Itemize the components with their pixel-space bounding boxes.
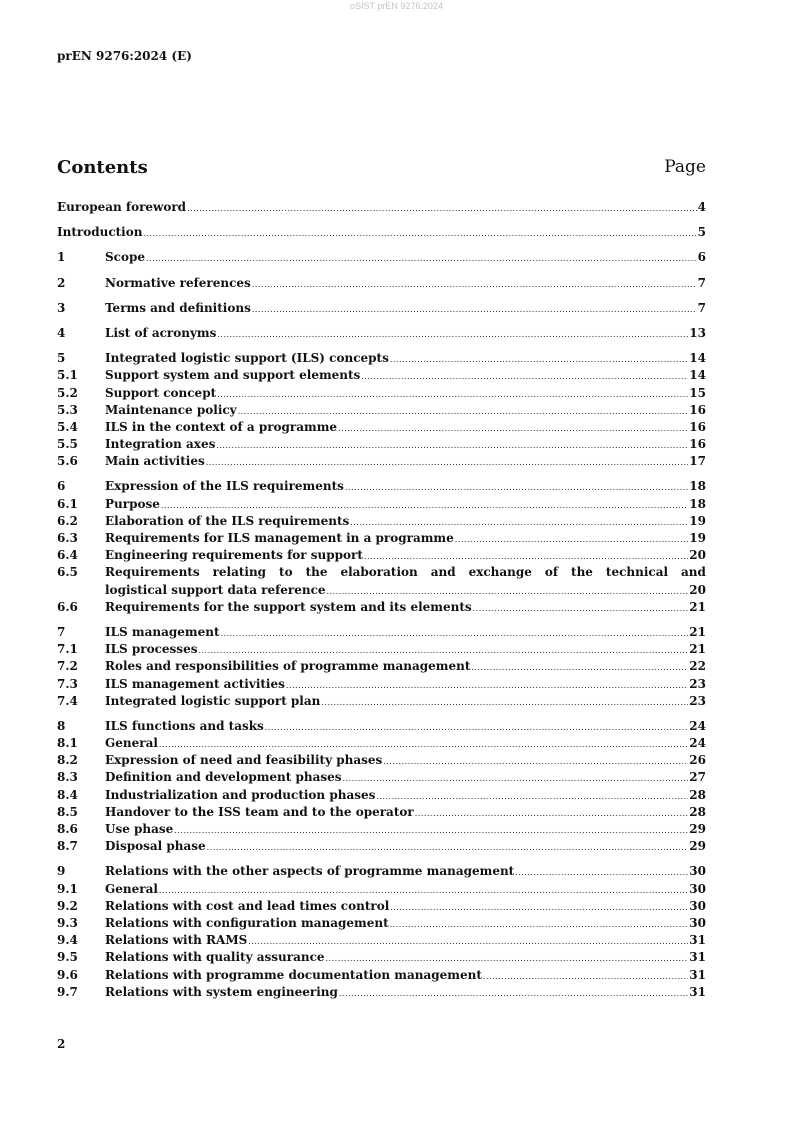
toc-entry-title: Relations with the other aspects of programme management bbox=[105, 864, 515, 879]
toc-entry-title: ILS processes bbox=[105, 642, 198, 657]
toc-entry-page: 18 bbox=[689, 479, 706, 494]
toc-entry[interactable] bbox=[57, 753, 706, 770]
toc-entry-title: Requirements for ILS management in a programme bbox=[105, 531, 454, 545]
toc-entry[interactable] bbox=[57, 839, 706, 856]
dot-leader bbox=[252, 280, 697, 289]
toc-entry-page: 28 bbox=[689, 787, 706, 802]
toc-entry-page: 26 bbox=[689, 753, 706, 768]
toc-entry-number: 6.6 bbox=[57, 599, 78, 614]
dot-leader bbox=[415, 809, 689, 818]
dot-leader bbox=[221, 629, 689, 638]
toc-entry-page: 28 bbox=[689, 804, 706, 819]
toc-entry-page: 27 bbox=[689, 770, 706, 785]
toc-entry-number: 6.1 bbox=[57, 496, 78, 511]
toc-entry-page: 17 bbox=[689, 454, 706, 469]
dot-leader bbox=[361, 372, 688, 381]
toc-entry-number: 7.1 bbox=[57, 642, 78, 657]
toc-entry-number: 3 bbox=[57, 300, 66, 315]
dot-leader bbox=[217, 330, 688, 339]
watermark: oSIST prEN 9276:2024 bbox=[350, 1, 443, 11]
toc-entry-number: 8.5 bbox=[57, 804, 78, 819]
document-id: prEN 9276:2024 (E) bbox=[57, 49, 192, 63]
toc-entry-number: 9.2 bbox=[57, 898, 78, 913]
toc-entry-page: 31 bbox=[689, 933, 706, 948]
dot-leader bbox=[455, 535, 689, 544]
toc-entry[interactable] bbox=[57, 531, 706, 548]
toc-entry[interactable] bbox=[57, 968, 706, 985]
toc-entry-page: 30 bbox=[689, 881, 706, 896]
toc-entry-page: 16 bbox=[689, 402, 706, 417]
toc-entry[interactable] bbox=[57, 351, 706, 368]
toc-entry-title: Requirements for the support system and its elements bbox=[105, 599, 472, 614]
toc-entry-number: 2 bbox=[57, 275, 66, 290]
dot-leader bbox=[326, 954, 689, 963]
toc-entry-title: Integrated logistic support (ILS) concepts bbox=[105, 351, 389, 366]
toc-entry-page: 30 bbox=[689, 864, 706, 879]
toc-entry-number: 6.3 bbox=[57, 531, 78, 545]
page-number: 2 bbox=[57, 1037, 66, 1051]
dot-leader bbox=[383, 757, 688, 766]
toc-entry-title: Support concept bbox=[105, 385, 217, 400]
toc-entry-title-word: the bbox=[571, 565, 593, 580]
toc-entry-title: Definition and development phases bbox=[105, 770, 342, 785]
toc-entry-page: 23 bbox=[689, 676, 706, 691]
toc-entry-number: 6.4 bbox=[57, 548, 78, 563]
toc-entry[interactable] bbox=[57, 864, 706, 881]
toc-entry-title: Relations with system engineering bbox=[105, 984, 338, 999]
toc-entry-title: Relations with configuration management bbox=[105, 915, 389, 930]
toc-entry[interactable] bbox=[57, 250, 706, 267]
toc-entry-title: List of acronyms bbox=[105, 325, 217, 340]
toc-entry-page: 24 bbox=[689, 718, 706, 733]
toc-entry[interactable] bbox=[57, 225, 706, 242]
toc-entry-number: 7.2 bbox=[57, 659, 78, 674]
toc-entry-page: 30 bbox=[689, 915, 706, 930]
toc-entry-title: Relations with RAMS bbox=[105, 933, 248, 948]
toc-entry-page: 31 bbox=[689, 967, 706, 982]
toc-entry-title: Relations with quality assurance bbox=[105, 950, 325, 965]
toc-entry-title: Integration axes bbox=[105, 437, 216, 452]
toc-entry-number: 8.3 bbox=[57, 770, 78, 785]
toc-entry-title: Expression of need and feasibility phases bbox=[105, 753, 383, 768]
toc-entry-title: Terms and definitions bbox=[105, 300, 251, 315]
toc-entry-title-word: Requirements bbox=[105, 565, 200, 580]
dot-leader bbox=[515, 868, 688, 877]
toc-entry-title: Expression of the ILS requirements bbox=[105, 479, 344, 494]
toc-entry-title-word: to bbox=[279, 565, 293, 580]
toc-entry[interactable] bbox=[57, 916, 706, 933]
toc-entry-title: European foreword bbox=[57, 200, 187, 214]
toc-entry-page: 31 bbox=[689, 950, 706, 965]
toc-entry-number: 6.2 bbox=[57, 513, 78, 528]
toc-entry-title: Main activities bbox=[105, 454, 205, 469]
toc-entry[interactable] bbox=[57, 368, 706, 385]
dot-leader bbox=[174, 826, 688, 835]
toc-entry-number: 1 bbox=[57, 250, 66, 265]
toc-entry-title-word: elaboration bbox=[340, 565, 418, 580]
toc-entry[interactable] bbox=[57, 788, 706, 805]
dot-leader bbox=[238, 407, 689, 416]
toc-entry-page: 14 bbox=[689, 368, 706, 383]
toc-entry-title: Roles and responsibilities of programme management bbox=[105, 659, 471, 674]
toc-entry[interactable] bbox=[57, 565, 706, 599]
toc-entry-title: ILS management bbox=[105, 624, 220, 639]
toc-entry-title: ILS management activities bbox=[105, 676, 285, 691]
dot-leader bbox=[159, 886, 688, 895]
toc-entry[interactable] bbox=[57, 454, 706, 471]
toc-entry[interactable] bbox=[57, 403, 706, 420]
toc-entry-title-word: exchange bbox=[468, 565, 532, 580]
toc-entry-page: 13 bbox=[689, 325, 706, 340]
toc-entry-title: Maintenance policy bbox=[105, 402, 237, 417]
dot-leader bbox=[216, 441, 688, 450]
toc-entry-number: 9.7 bbox=[57, 984, 78, 999]
toc-entry-number: 7.3 bbox=[57, 676, 78, 691]
dot-leader bbox=[339, 989, 688, 998]
dot-leader bbox=[161, 501, 688, 510]
toc-entry[interactable] bbox=[57, 514, 706, 531]
page-column-label: Page bbox=[664, 157, 706, 177]
table-of-contents bbox=[57, 200, 706, 1002]
toc-entry-number: 8.2 bbox=[57, 753, 78, 768]
dot-leader bbox=[390, 355, 688, 364]
toc-entry[interactable] bbox=[57, 548, 706, 565]
toc-entry-number: 9 bbox=[57, 864, 66, 879]
dot-leader bbox=[471, 663, 688, 672]
toc-entry-number: 5.1 bbox=[57, 368, 78, 383]
toc-entry-page: 16 bbox=[689, 437, 706, 452]
toc-entry[interactable] bbox=[57, 642, 706, 659]
toc-entry-title-word: technical bbox=[605, 565, 669, 580]
toc-entry[interactable] bbox=[57, 301, 706, 318]
toc-entry-number: 5.4 bbox=[57, 419, 78, 434]
toc-entry[interactable] bbox=[57, 805, 706, 822]
toc-entry-page: 16 bbox=[689, 419, 706, 434]
toc-entry[interactable] bbox=[57, 677, 706, 694]
dot-leader bbox=[390, 903, 688, 912]
dot-leader bbox=[217, 390, 688, 399]
toc-entry[interactable] bbox=[57, 736, 706, 753]
toc-entry-number: 6.5 bbox=[57, 565, 78, 580]
toc-entry-title-word: and bbox=[430, 565, 456, 580]
toc-entry-title: logistical support data reference bbox=[105, 582, 326, 597]
toc-entry[interactable] bbox=[57, 719, 706, 736]
toc-entry-page: 19 bbox=[689, 513, 706, 528]
toc-entry-number: 5 bbox=[57, 351, 66, 366]
toc-entry-title: Support system and support elements bbox=[105, 368, 361, 383]
toc-entry[interactable] bbox=[57, 437, 706, 454]
toc-entry[interactable] bbox=[57, 822, 706, 839]
dot-leader bbox=[206, 458, 689, 467]
toc-entry-page: 24 bbox=[689, 736, 706, 751]
toc-entry[interactable] bbox=[57, 276, 706, 293]
toc-entry-title: General bbox=[105, 736, 158, 751]
toc-entry[interactable] bbox=[57, 985, 706, 1002]
toc-entry-title: Relations with cost and lead times control bbox=[105, 898, 390, 913]
toc-entry-title: Disposal phase bbox=[105, 839, 206, 854]
toc-entry-page: 15 bbox=[689, 385, 706, 400]
toc-entry[interactable] bbox=[57, 694, 706, 711]
toc-entry[interactable] bbox=[57, 933, 706, 950]
toc-entry-title: ILS in the context of a programme bbox=[105, 419, 338, 434]
toc-entry-title: ILS functions and tasks bbox=[105, 718, 264, 733]
toc-entry-title-word: of bbox=[544, 565, 559, 580]
toc-entry-number: 8.7 bbox=[57, 839, 78, 854]
toc-entry[interactable] bbox=[57, 770, 706, 787]
toc-entry-title: Purpose bbox=[105, 496, 160, 511]
toc-entry-page: 5 bbox=[697, 225, 706, 240]
toc-entry-page: 18 bbox=[689, 496, 706, 511]
toc-entry[interactable] bbox=[57, 625, 706, 642]
toc-entry-page: 7 bbox=[697, 300, 706, 315]
toc-entry-page: 21 bbox=[689, 599, 706, 614]
dot-leader bbox=[345, 483, 688, 492]
toc-entry-number: 9.4 bbox=[57, 933, 78, 948]
toc-entry-page: 14 bbox=[689, 351, 706, 366]
toc-entry-title-word: relating bbox=[212, 565, 267, 580]
toc-entry-title: Integrated logistic support plan bbox=[105, 693, 321, 708]
toc-entry-page: 22 bbox=[689, 659, 706, 674]
toc-entry-number: 7 bbox=[57, 624, 66, 639]
toc-entry-page: 21 bbox=[689, 642, 706, 657]
toc-entry[interactable] bbox=[57, 200, 706, 217]
toc-entry-page: 31 bbox=[689, 984, 706, 999]
dot-leader bbox=[286, 681, 688, 690]
toc-entry-page: 7 bbox=[697, 275, 706, 290]
toc-entry-title: Engineering requirements for support bbox=[105, 548, 363, 563]
toc-entry-page: 20 bbox=[689, 582, 706, 597]
dot-leader bbox=[483, 972, 688, 981]
toc-entry-page: 29 bbox=[689, 839, 706, 854]
dot-leader bbox=[473, 604, 689, 613]
toc-entry[interactable] bbox=[57, 659, 706, 676]
dot-leader bbox=[146, 254, 697, 263]
toc-entry[interactable] bbox=[57, 497, 706, 514]
contents-heading bbox=[57, 157, 706, 181]
toc-entry-number: 9.3 bbox=[57, 915, 78, 930]
toc-entry-number: 8.1 bbox=[57, 736, 78, 751]
toc-entry-page: 29 bbox=[689, 822, 706, 837]
toc-entry[interactable] bbox=[57, 882, 706, 899]
toc-entry-title: Normative references bbox=[105, 275, 251, 290]
toc-entry-title: Relations with programme documentation management bbox=[105, 967, 482, 982]
toc-entry-number: 9.5 bbox=[57, 950, 78, 965]
toc-entry-page: 23 bbox=[689, 693, 706, 708]
toc-entry-page: 20 bbox=[689, 548, 706, 563]
toc-entry-number: 7.4 bbox=[57, 693, 78, 708]
toc-entry-number: 8.4 bbox=[57, 787, 78, 802]
dot-leader bbox=[390, 920, 689, 929]
dot-leader bbox=[338, 424, 688, 433]
toc-entry-number: 4 bbox=[57, 325, 66, 340]
dot-leader bbox=[350, 518, 688, 527]
dot-leader bbox=[327, 587, 689, 596]
toc-entry-number: 5.2 bbox=[57, 385, 78, 400]
dot-leader bbox=[321, 698, 688, 707]
dot-leader bbox=[252, 305, 697, 314]
toc-entry-title: Elaboration of the ILS requirements bbox=[105, 513, 350, 528]
toc-entry-page: 6 bbox=[697, 250, 706, 265]
toc-entry-number: 8 bbox=[57, 718, 66, 733]
toc-entry-page: 21 bbox=[689, 624, 706, 639]
toc-entry-number: 5.3 bbox=[57, 402, 78, 417]
dot-leader bbox=[207, 843, 689, 852]
dot-leader bbox=[343, 774, 689, 783]
dot-leader bbox=[198, 646, 688, 655]
toc-entry[interactable] bbox=[57, 420, 706, 437]
toc-entry-number: 5.6 bbox=[57, 454, 78, 469]
toc-entry-title: Scope bbox=[105, 250, 146, 265]
toc-entry-page: 4 bbox=[697, 200, 706, 214]
toc-entry-title: Handover to the ISS team and to the operator bbox=[105, 804, 414, 819]
dot-leader bbox=[265, 723, 689, 732]
toc-entry-title-word: the bbox=[305, 565, 328, 580]
toc-entry-title: Industrialization and production phases bbox=[105, 787, 376, 802]
toc-entry[interactable] bbox=[57, 386, 706, 403]
dot-leader bbox=[376, 792, 688, 801]
toc-entry[interactable] bbox=[57, 326, 706, 343]
toc-entry-title: Introduction bbox=[57, 225, 143, 240]
toc-entry-title: General bbox=[105, 881, 158, 896]
toc-entry-number: 9.6 bbox=[57, 967, 78, 982]
toc-entry-number: 8.6 bbox=[57, 822, 78, 837]
dot-leader bbox=[187, 204, 697, 213]
toc-entry[interactable] bbox=[57, 479, 706, 496]
dot-leader bbox=[159, 740, 688, 749]
toc-entry[interactable] bbox=[57, 950, 706, 967]
toc-entry-title-word: and bbox=[681, 565, 706, 580]
toc-entry-page: 19 bbox=[689, 531, 706, 545]
dot-leader bbox=[143, 229, 696, 238]
dot-leader bbox=[364, 552, 688, 561]
contents-title: Contents bbox=[57, 157, 148, 178]
toc-entry-number: 9.1 bbox=[57, 881, 78, 896]
toc-entry-title: Use phase bbox=[105, 822, 174, 837]
toc-entry-number: 6 bbox=[57, 479, 66, 494]
toc-entry-page: 30 bbox=[689, 898, 706, 913]
toc-entry-number: 5.5 bbox=[57, 437, 78, 452]
toc-entry-title-line1 bbox=[105, 565, 706, 579]
toc-entry[interactable] bbox=[57, 899, 706, 916]
toc-entry[interactable] bbox=[57, 600, 706, 617]
dot-leader bbox=[248, 937, 688, 946]
